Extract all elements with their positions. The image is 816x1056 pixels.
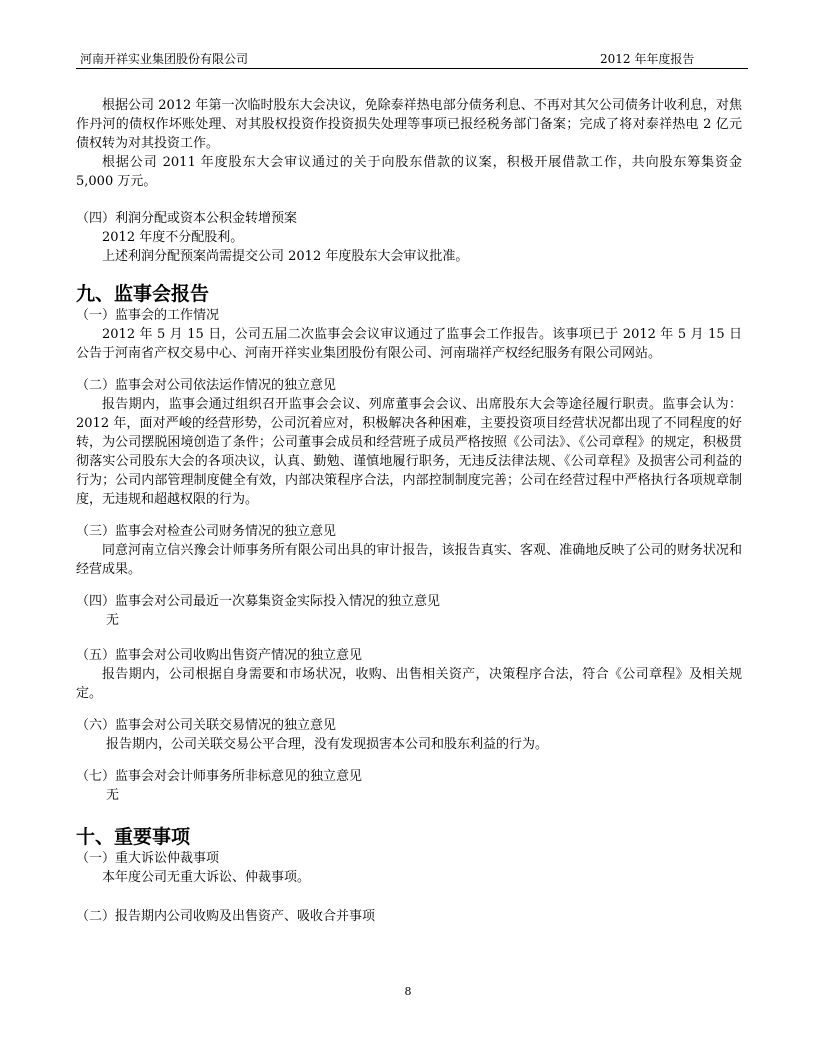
header-divider [76, 68, 748, 69]
section-title: （七）监事会对会计师事务所非标意见的独立意见 [76, 769, 363, 784]
section-title: （四）利润分配或资本公积金转增预案 [76, 211, 298, 226]
paragraph: 上述利润分配预案尚需提交公司 2012 年度股东大会审议批准。 [102, 249, 469, 264]
paragraph: 报告期内，公司根据自身需要和市场状况，收购、出售相关资产，决策程序合法，符合《公司章程》及相关规定。 [76, 667, 742, 701]
section-title: （五）监事会对公司收购出售资产情况的独立意见 [76, 648, 363, 663]
section-title: （一）重大诉讼仲裁事项 [76, 851, 220, 866]
header-company: 河南开祥实业集团股份有限公司 [80, 52, 249, 66]
paragraph: 同意河南立信兴豫会计师事务所有限公司出具的审计报告，该报告真实、客观、准确地反映了公司的财务状况和经营成果。 [76, 543, 742, 577]
paragraph: 本年度公司无重大诉讼、仲裁事项。 [102, 870, 311, 885]
paragraph: 无 [106, 613, 120, 628]
paragraph: 2012 年度不分配股利。 [102, 230, 244, 245]
section-title: （四）监事会对公司最近一次募集资金实际投入情况的独立意见 [76, 594, 441, 609]
section-title: （三）监事会对检查公司财务情况的独立意见 [76, 524, 337, 539]
header-report-title: 2012 年年度报告 [600, 52, 695, 66]
page-number: 8 [404, 985, 412, 998]
paragraph: 根据公司 2011 年度股东大会审议通过的关于向股东借款的议案，积极开展借款工作，共向股东筹集资金 5,000 万元。 [76, 155, 742, 189]
paragraph: 报告期内，监事会通过组织召开监事会会议、列席董事会会议、出席股东大会等途径履行职责。监事会认为：2012 年，面对严峻的经营形势，公司沉着应对，积极解决各种困难，主要投资项目经营状况都出现了不同程度的好转，为公司摆脱困境创造了条件；公司董事会成员和经营班子成员严格按照《公司法》、《公司章程》的规定，积极贯彻落实公司股东大会的各项决议，认真、勤勉、谨慎地履行职务，无违反法律法规、《公司章程》及损害公司利益的行为；公司内部管理制度健全有效，内部决策程序合法，内部控制制度完善；公司在经营过程中严格执行各项规章制度，无违规和超越权限的行为。 [76, 397, 742, 507]
paragraph: 根据公司 2012 年第一次临时股东大会决议，免除泰祥热电部分债务利息、不再对其欠公司债务计收利息，对焦作丹河的债权作坏账处理、对其股权投资作投资损失处理等事项已报经税务部门备案；完成了将对泰祥热电 2 亿元债权转为对其投资工作。 [76, 98, 742, 151]
paragraph: 无 [106, 788, 120, 803]
page-content [76, 96, 742, 926]
heading-major-matters: 十、重要事项 [76, 826, 191, 848]
section-title: （六）监事会对公司关联交易情况的独立意见 [76, 718, 337, 733]
heading-supervisory-report: 九、监事会报告 [76, 283, 210, 305]
section-title: （一）监事会的工作情况 [76, 308, 220, 323]
paragraph: 报告期内，公司关联交易公平合理，没有发现损害本公司和股东利益的行为。 [106, 737, 549, 752]
section-title: （二）监事会对公司依法运作情况的独立意见 [76, 378, 337, 393]
paragraph: 2012 年 5 月 15 日，公司五届二次监事会会议审议通过了监事会工作报告。该事项已于 2012 年 5 月 15 日公告于河南省产权交易中心、河南开祥实业集团股份有限公司、河南瑞祥产权经纪服务有限公司网站。 [76, 327, 742, 361]
section-title: （二）报告期内公司收购及出售资产、吸收合并事项 [76, 909, 376, 924]
